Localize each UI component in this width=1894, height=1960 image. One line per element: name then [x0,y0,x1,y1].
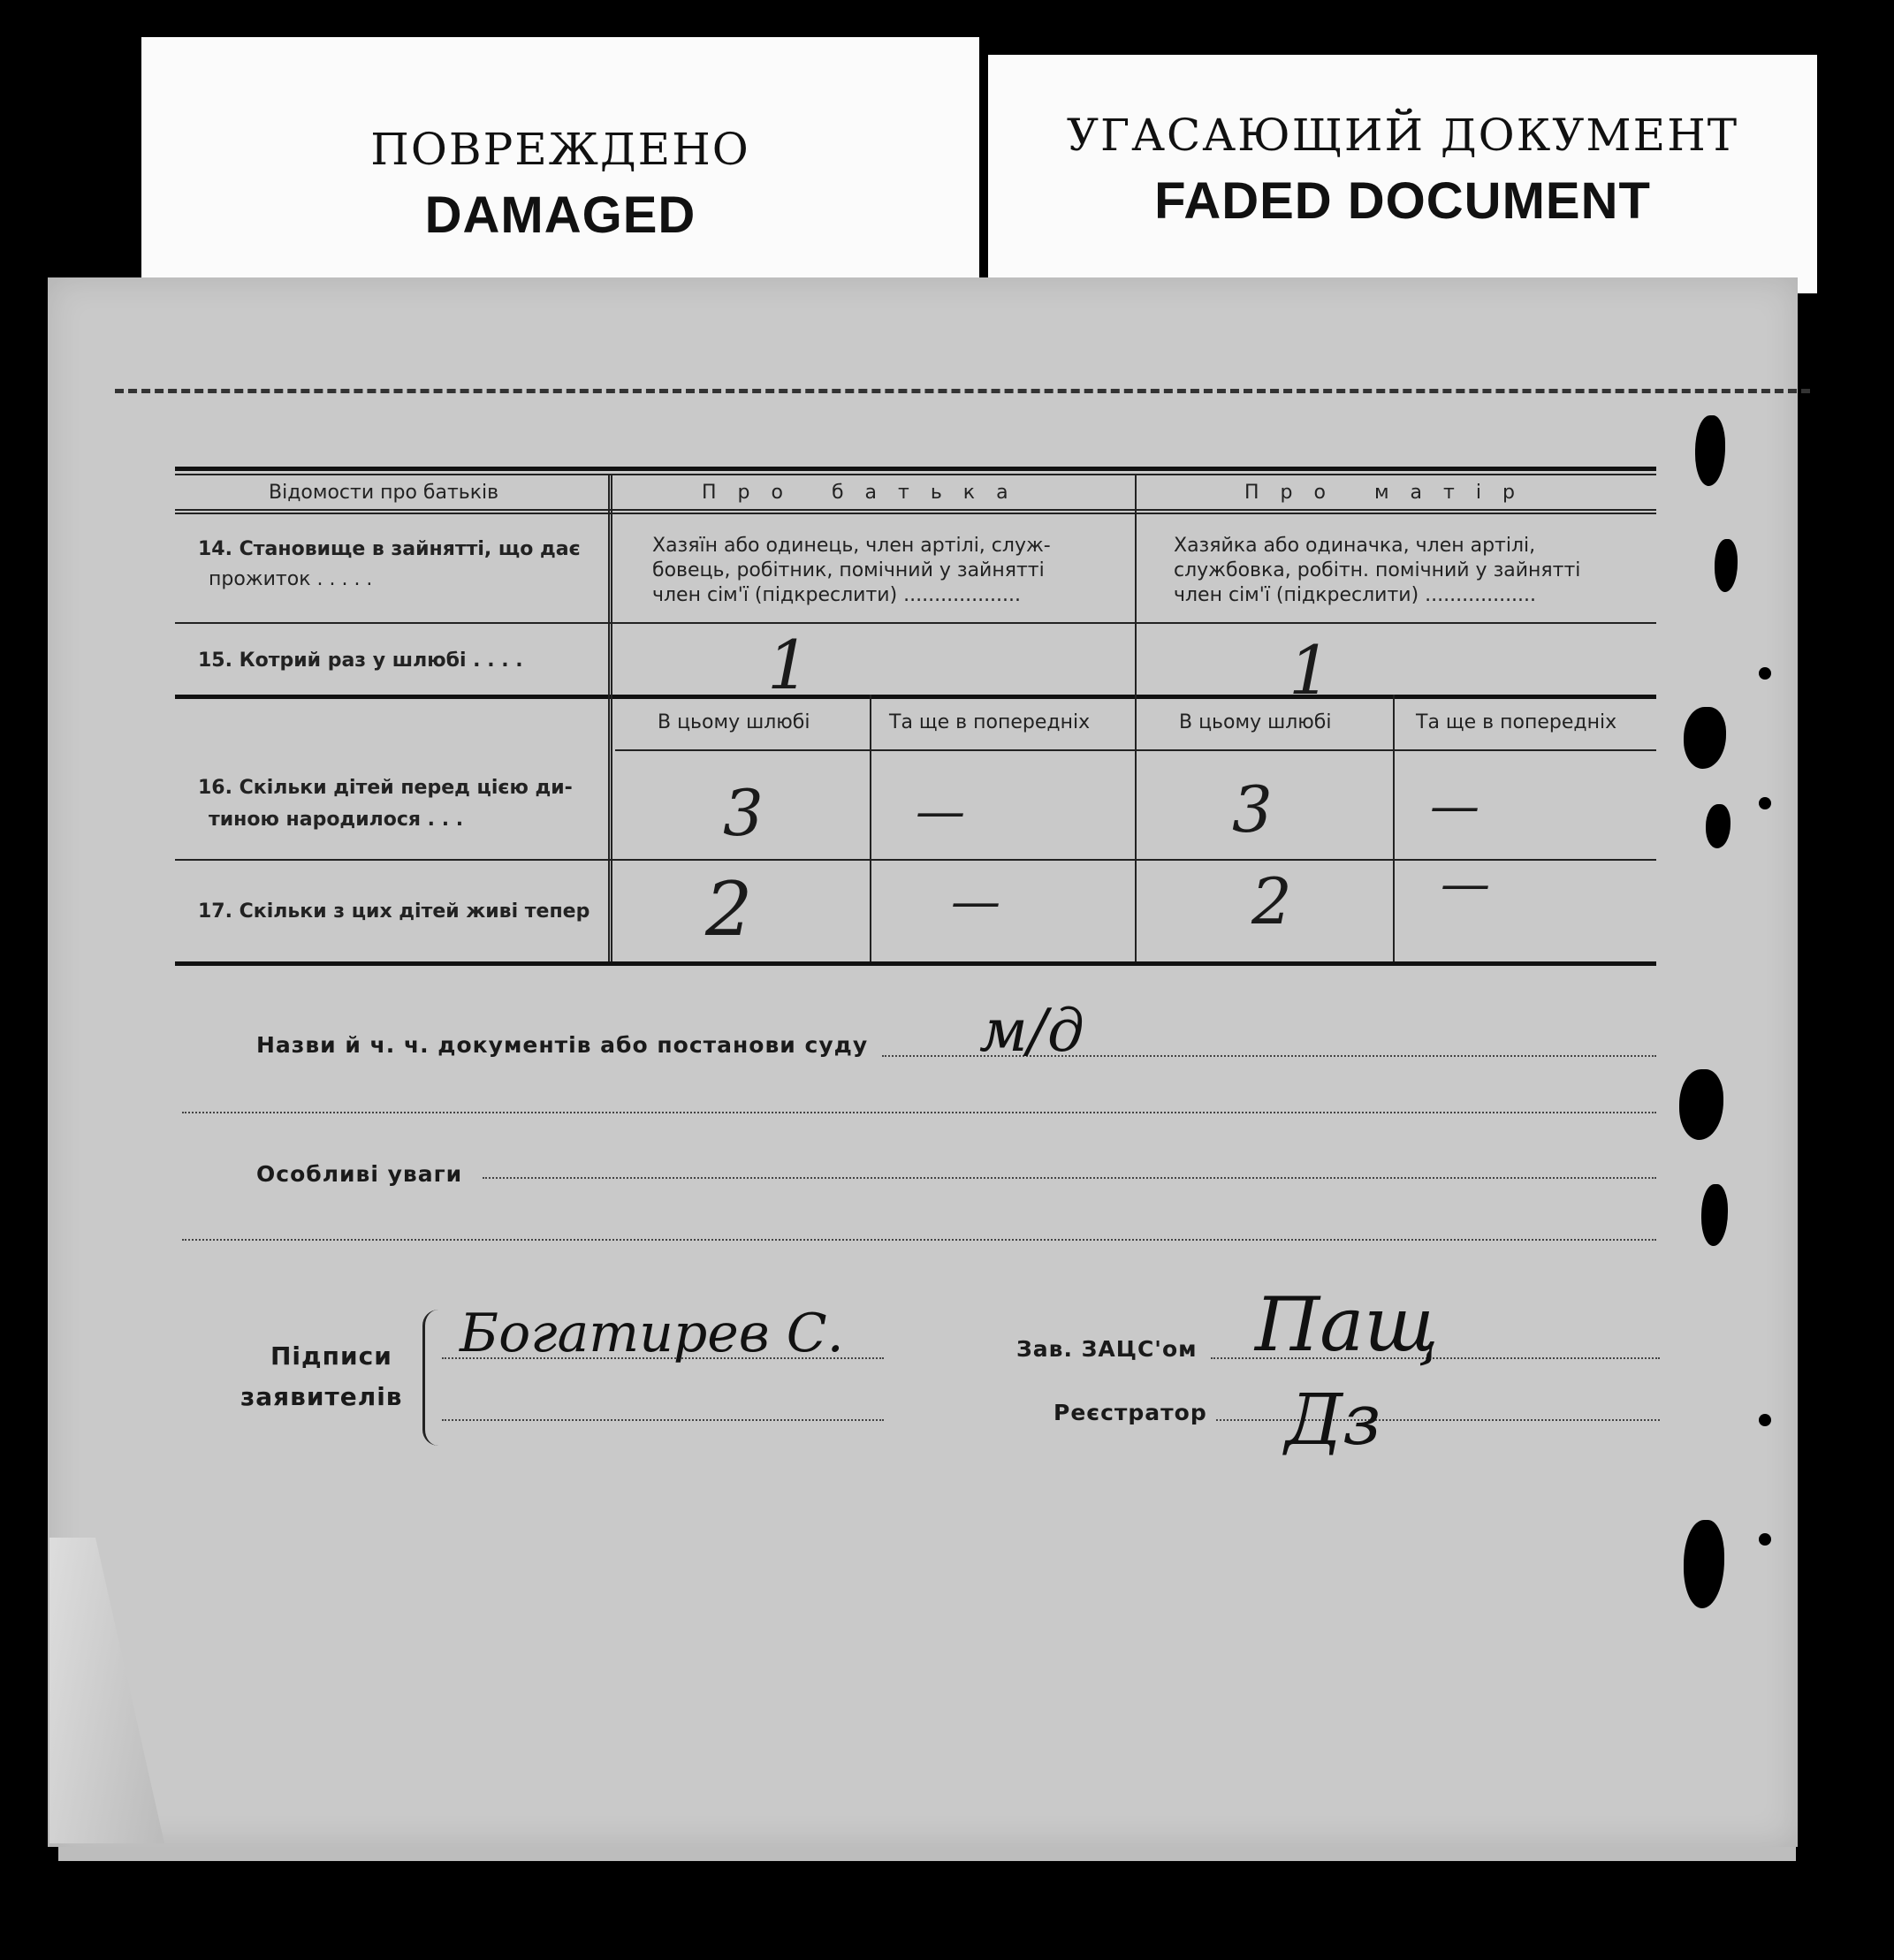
row16-label: 16. Скільки дітей перед цією ди- [198,777,573,799]
subheader-father-previous: Та ще в попередніх [889,711,1091,733]
punch-hole [1759,667,1771,680]
table-rule [175,859,1656,861]
table-column-divider [608,474,612,961]
row16-mother-prev-value: — [1430,778,1479,835]
registrar-signature-line [1216,1419,1660,1421]
row14-mother-line1: Хазяйка або одиначка, член артілі, [1174,535,1536,557]
row16-mother-this-value: 3 [1232,772,1273,847]
table-rule [175,474,1656,475]
subheader-mother-previous: Та ще в попередніх [1416,711,1617,733]
row14-label: 14. Становище в зайнятті, що дає [198,538,581,560]
applicant-signature-line-2 [442,1419,884,1421]
signatures-brace [422,1310,443,1446]
applicant-signature: Богатирев С. [460,1303,844,1364]
row14-label-cont: прожиток . . . . . [209,568,373,590]
table-column-divider [1393,695,1395,961]
documents-value: м/д [979,997,1084,1065]
row17-label: 17. Скільки з цих дітей живі тепер [198,900,590,923]
row17-father-prev-value: — [951,873,1000,931]
row16-father-prev-value: — [916,783,965,840]
perforation-line [115,389,1810,393]
header-about-father: Про батька [702,482,1030,504]
table-rule [175,509,1656,511]
punch-hole [1759,797,1771,809]
table-rule [175,467,1656,471]
head-signature: Пащ [1255,1281,1439,1368]
table-rule [175,622,1656,624]
documents-line-2 [182,1112,1656,1113]
header-about-mother: Про матір [1244,482,1536,504]
header-parents-info: Відомости про батьків [269,482,499,504]
punch-hole [1759,1533,1771,1546]
remarks-line-2 [182,1239,1656,1241]
damaged-label-en: DAMAGED [424,186,696,244]
table-column-divider [870,695,871,961]
documents-label: Назви й ч. ч. документів або постанови суду [256,1032,869,1058]
registrar-signature: Дз [1285,1379,1381,1461]
row17-mother-this-value: 2 [1251,864,1292,938]
signatures-label: Підписи [270,1341,392,1371]
row16-label-cont: тиною народилося . . . [209,809,464,831]
signatures-label-cont: заявителів [240,1382,403,1411]
row14-mother-line2: службовка, робітн. помічний у зайнятті [1174,559,1581,581]
subheader-father-this-marriage: В цьому шлюбі [658,711,810,733]
subheader-mother-this-marriage: В цьому шлюбі [1179,711,1332,733]
row14-father-line1: Хазяїн або одинець, член артілі, служ- [652,535,1051,557]
row17-father-this-value: 2 [705,866,753,953]
remarks-label: Особливі уваги [256,1161,463,1187]
remarks-line [483,1177,1656,1179]
table-rule [175,961,1656,966]
damaged-label-card [141,37,979,293]
head-of-registry-label: Зав. ЗАЦС'ом [1016,1336,1198,1362]
punch-hole [1759,1414,1771,1426]
row15-mother-value: 1 [1289,631,1332,710]
damaged-label-ru: ПОВРЕЖДЕНО [370,124,750,175]
row14-mother-line3: член сім'ї (підкреслити) .................. [1174,584,1537,606]
row14-father-line2: бовець, робітник, помічний у зайнятті [652,559,1045,581]
row16-father-this-value: 3 [723,776,764,850]
faded-label-ru: УГАСАЮЩИЙ ДОКУМЕНТ [1066,110,1739,161]
row17-mother-prev-value: — [1441,855,1490,913]
row15-father-value: 1 [767,626,810,704]
registrar-label: Реєстратор [1053,1400,1207,1425]
faded-label-en: FADED DOCUMENT [1154,172,1651,230]
row15-label: 15. Котрий раз у шлюбі . . . . [198,650,523,672]
table-column-divider [1135,474,1137,961]
table-rule [175,513,1656,514]
row14-father-line3: член сім'ї (підкреслити) ................... [652,584,1022,606]
table-rule [175,695,1656,699]
faded-document-label-card [988,55,1817,293]
